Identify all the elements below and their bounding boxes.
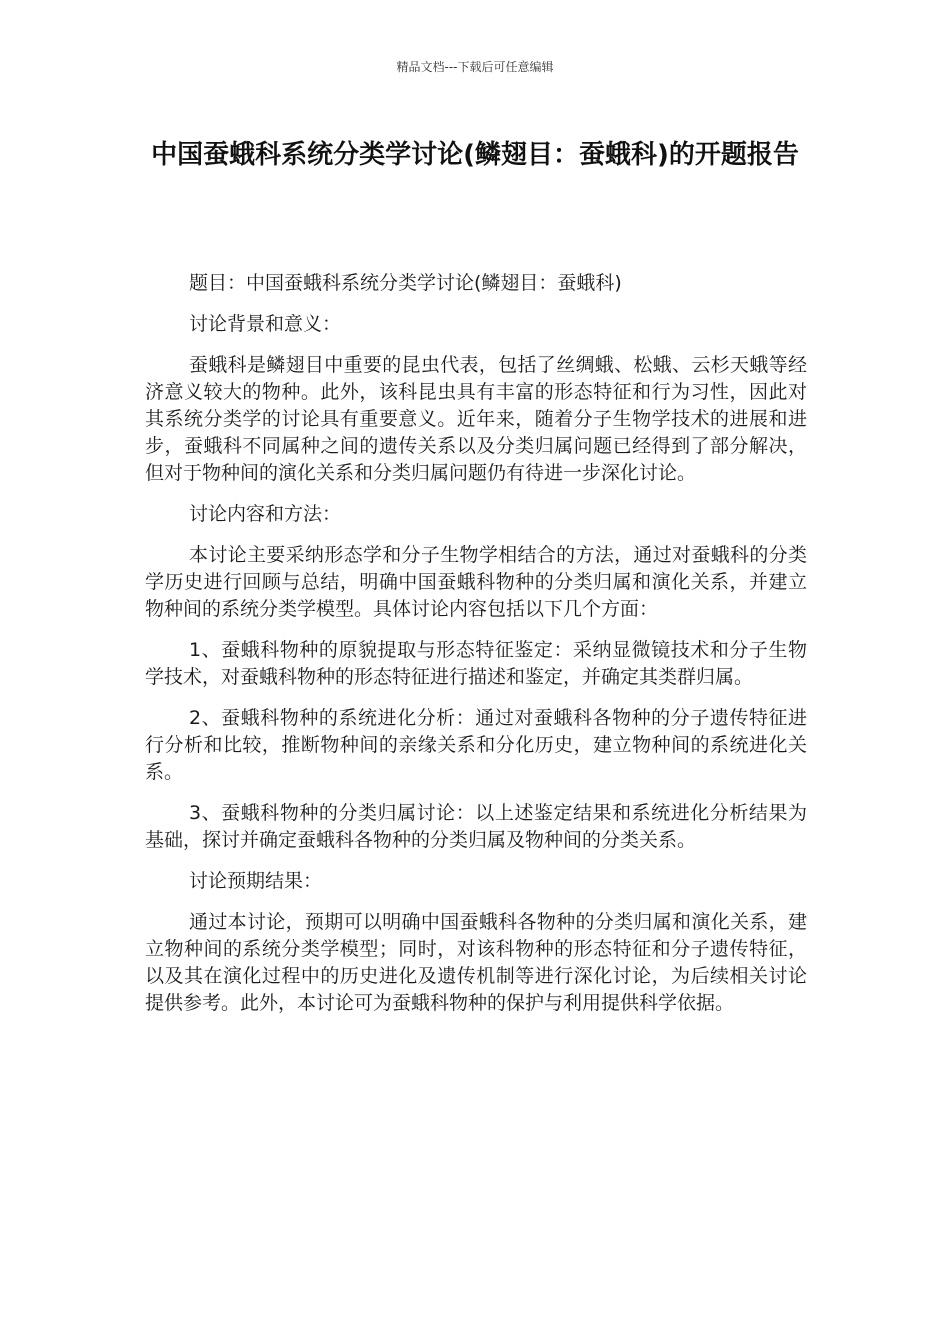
topic-paragraph: 题目：中国蚕蛾科系统分类学讨论(鳞翅目：蚕蛾科) xyxy=(189,272,622,294)
method-item-3: 3、蚕蛾科物种的分类归属讨论：以上述鉴定结果和系统进化分析结果为基础，探讨并确定蚕蛾科各物种的分类归属及物种间的分类关系。 xyxy=(145,802,807,851)
method-item-2: 2、蚕蛾科物种的系统进化分析：通过对蚕蛾科各物种的分子遗传特征进行分析和比较，推断物种间的亲缘关系和分化历史，建立物种间的系统进化关系。 xyxy=(145,707,807,783)
methods-paragraph: 本讨论主要采纳形态学和分子生物学相结合的方法，通过对蚕蛾科的分类学历史进行回顾与总结，明确中国蚕蛾科物种的分类归属和演化关系，并建立物种间的系统分类学模型。具体讨论内容包括以下几个方面： xyxy=(145,544,807,620)
background-paragraph: 蚕蛾科是鳞翅目中重要的昆虫代表，包括了丝绸蛾、松蛾、云杉天蛾等经济意义较大的物种。此外，该科昆虫具有丰富的形态特征和行为习性，因此对其系统分类学的讨论具有重要意义。近年来，随着分子生物学技术的进展和进步，蚕蛾科不同属种之间的遗传关系以及分类归属问题已经得到了部分解决，但对于物种间的演化关系和分类归属问题仍有待进一步深化讨论。 xyxy=(145,354,807,484)
method-item-1: 1、蚕蛾科物种的原貌提取与形态特征鉴定：采纳显微镜技术和分子生物学技术，对蚕蛾科物种的形态特征进行描述和鉴定，并确定其类群归属。 xyxy=(145,639,807,688)
document-title: 中国蚕蛾科系统分类学讨论(鳞翅目：蚕蛾科)的开题报告 xyxy=(151,140,799,170)
results-paragraph: 通过本讨论，预期可以明确中国蚕蛾科各物种的分类归属和演化关系，建立物种间的系统分类学模型；同时，对该科物种的形态特征和分子遗传特征，以及其在演化过程中的历史进化及遗传机制等进行深化讨论，为后续相关讨论提供参考。此外，本讨论可为蚕蛾科物种的保护与利用提供科学依据。 xyxy=(145,911,807,1014)
header-note: 精品文档---下载后可任意编辑 xyxy=(396,60,554,74)
section-heading-results: 讨论预期结果： xyxy=(189,870,323,892)
section-heading-background: 讨论背景和意义： xyxy=(189,313,342,335)
document-body xyxy=(145,270,807,1031)
section-heading-methods: 讨论内容和方法： xyxy=(189,503,342,525)
